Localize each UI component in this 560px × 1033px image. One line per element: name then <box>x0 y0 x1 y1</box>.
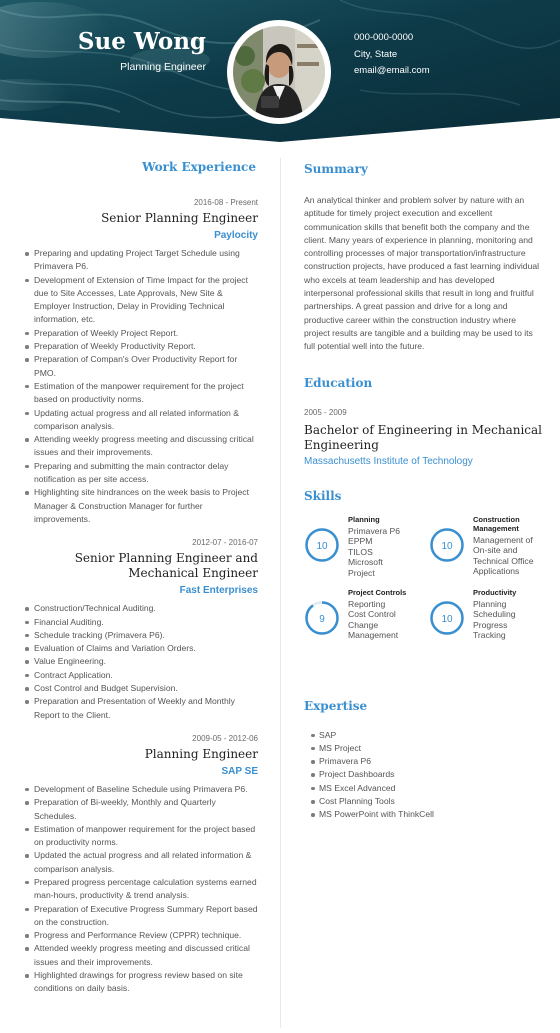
list-item: Preparation of Executive Progress Summary Report based on the construction. <box>22 903 258 930</box>
skill-list-item: EPPM <box>348 536 373 547</box>
list-item: Development of Extension of Time Impact for the project due to Site Accesses, Late Approvals, New Site & Employer Instruction, Delay in Providing Technical information, etc. <box>22 274 258 327</box>
list-item: Preparing and updating Project Target Schedule using Primavera P6. <box>22 247 258 274</box>
skill-list-item: Progress <box>473 619 508 630</box>
job-company: SAP SE <box>221 765 258 777</box>
list-item: Highlighted drawings for progress review based on site conditions on daily basis. <box>22 969 258 996</box>
job-company: Paylocity <box>214 230 258 241</box>
skill-name: Construction Management <box>473 514 520 533</box>
job-entry <box>22 198 258 526</box>
list-item: Updated the actual progress and all related information & comparison analysis. <box>22 849 258 876</box>
education-date: 2005 - 2009 <box>304 407 347 417</box>
skill-list-item: TILOS <box>348 546 373 557</box>
skill-list-item: Tracking <box>473 630 506 641</box>
skill-score: 9 <box>319 613 325 625</box>
list-item: Preparation and Presentation of Weekly and Monthly Report to the Client. <box>22 695 258 722</box>
list-item: Attending weekly progress meeting and discussing critical issues and their improvements. <box>22 433 258 460</box>
skill-list-item: Scheduling <box>473 609 516 620</box>
skill-list-item: Management of <box>473 534 533 545</box>
skill-name: Productivity <box>473 587 517 597</box>
skills-grid <box>304 515 544 665</box>
list-item: Highlighting site hindrances on the week basis to Project Manager & Construction Manager for further improvements. <box>22 486 258 526</box>
list-item: Preparation of Compan's Over Productivity Report for PMO. <box>22 353 258 380</box>
list-item: Estimation of manpower requirement for the project based on productivity norms. <box>22 823 258 850</box>
skill-gauge <box>304 527 340 563</box>
education-degree: Bachelor of Engineering in Mechanical Engineering <box>304 422 543 452</box>
expertise-heading: Expertise <box>304 699 369 716</box>
job-date: 2012-07 - 2016-07 <box>192 538 258 548</box>
expertise-list <box>304 729 544 822</box>
list-item: Updating actual progress and all related information & comparison analysis. <box>22 407 258 434</box>
job-bullets <box>22 602 258 722</box>
list-item: Preparation of Weekly Project Report. <box>22 327 258 340</box>
skill-list-item: Reporting <box>348 598 386 609</box>
list-item: SAP <box>310 729 544 742</box>
skill-gauge <box>304 600 340 636</box>
skill-score: 10 <box>441 540 453 552</box>
list-item: Project Dashboards <box>310 768 544 781</box>
candidate-name: Sue Wong <box>77 28 206 55</box>
skill-list-item: On-site and <box>473 545 518 556</box>
list-item: Cost Planning Tools <box>310 795 544 808</box>
skill-list-item: Project <box>348 567 375 578</box>
list-item: Prepared progress percentage calculation systems earned man-hours, productivity & trend analysis. <box>22 876 258 903</box>
skill-list <box>348 526 426 579</box>
skill-list-item: Technical Office <box>473 555 534 566</box>
skill-gauge <box>429 600 465 636</box>
skill-list-item: Change <box>348 619 379 630</box>
list-item: Preparation of Weekly Productivity Report. <box>22 340 258 353</box>
work-experience-heading: Work Experience <box>142 160 258 177</box>
list-item: MS PowerPoint with ThinkCell <box>310 808 544 821</box>
list-item: Contract Application. <box>22 669 258 682</box>
resume-header <box>0 0 560 142</box>
list-item: Financial Auditing. <box>22 616 258 629</box>
skill-list <box>348 599 426 641</box>
list-item: Progress and Performance Review (CPPR) technique. <box>22 929 258 942</box>
list-item: Cost Control and Budget Supervision. <box>22 682 258 695</box>
column-divider <box>280 158 281 1028</box>
job-company: Fast Enterprises <box>179 585 258 597</box>
skill-name: Project Controls <box>348 587 407 597</box>
candidate-role: Planning Engineer <box>120 61 206 73</box>
list-item: Estimation of the manpower requirement for the project based on productivity norms. <box>22 380 258 407</box>
list-item: Value Engineering. <box>22 655 258 668</box>
list-item: Construction/Technical Auditing. <box>22 602 258 615</box>
job-bullets <box>22 783 258 996</box>
list-item: Attended weekly progress meeting and discussed critical issues and their improvements. <box>22 942 258 969</box>
job-bullets <box>22 247 258 526</box>
skill-list <box>473 535 551 577</box>
skill-list-item: Microsoft <box>348 557 383 568</box>
contact-phone: 000-000-0000 <box>354 32 414 43</box>
job-date: 2009-05 - 2012-06 <box>192 733 258 743</box>
list-item: Schedule tracking (Primavera P6). <box>22 629 258 642</box>
job-title: Senior Planning Engineer and Mechanical Engineer <box>74 551 258 581</box>
job-entry <box>22 538 258 722</box>
education-heading: Education <box>304 376 374 393</box>
list-item: Primavera P6 <box>310 755 544 768</box>
skill-list-item: Applications <box>473 566 520 577</box>
contact-location: City, State <box>354 49 398 60</box>
skills-heading: Skills <box>304 489 343 506</box>
list-item: Preparation of Bi-weekly, Monthly and Quarterly Schedules. <box>22 796 258 823</box>
list-item: Preparing and submitting the main contractor delay notification as per site access. <box>22 460 258 487</box>
list-item: MS Project <box>310 742 544 755</box>
list-item: Development of Baseline Schedule using Primavera P6. <box>22 783 258 796</box>
skill-list-item: Cost Control <box>348 609 396 620</box>
contact-email: email@email.com <box>354 65 430 76</box>
profile-photo <box>227 20 331 124</box>
skill-list <box>473 599 551 641</box>
job-date: 2016-08 - Present <box>193 198 258 207</box>
job-title: Planning Engineer <box>144 746 258 761</box>
skill-score: 10 <box>316 540 328 552</box>
skill-list-item: Planning <box>473 598 507 609</box>
skill-list-item: Primavera P6 <box>348 525 401 536</box>
left-column <box>22 160 258 996</box>
list-item: Evaluation of Claims and Variation Orders. <box>22 642 258 655</box>
job-entry <box>22 734 258 996</box>
skill-score: 10 <box>441 613 453 625</box>
job-title: Senior Planning Engineer <box>101 211 258 225</box>
education-school: Massachusetts Institute of Technology <box>304 455 473 467</box>
list-item: MS Excel Advanced <box>310 782 544 795</box>
skill-list-item: Management <box>348 630 399 641</box>
portrait-image <box>233 26 325 118</box>
skill-name: Planning <box>348 514 380 524</box>
summary-text: An analytical thinker and problem solver by nature with an aptitude for timely project execution and excellent communication skills that benefit both the company and the client. Many years of experience in planning, monitoring and controlling processes of major transportation/infrastructure construction projects, have produced a fast learning individual who excels at team leadership and has developed interpersonal professional skills that result in long and fruitful partnerships. A great passion and drive for a long and productive career within the construction industry where project results are tangible and a building may be used to its full potential well into the future. <box>304 195 540 352</box>
summary-heading: Summary <box>304 162 370 179</box>
right-column <box>304 160 544 822</box>
skill-gauge <box>429 527 465 563</box>
